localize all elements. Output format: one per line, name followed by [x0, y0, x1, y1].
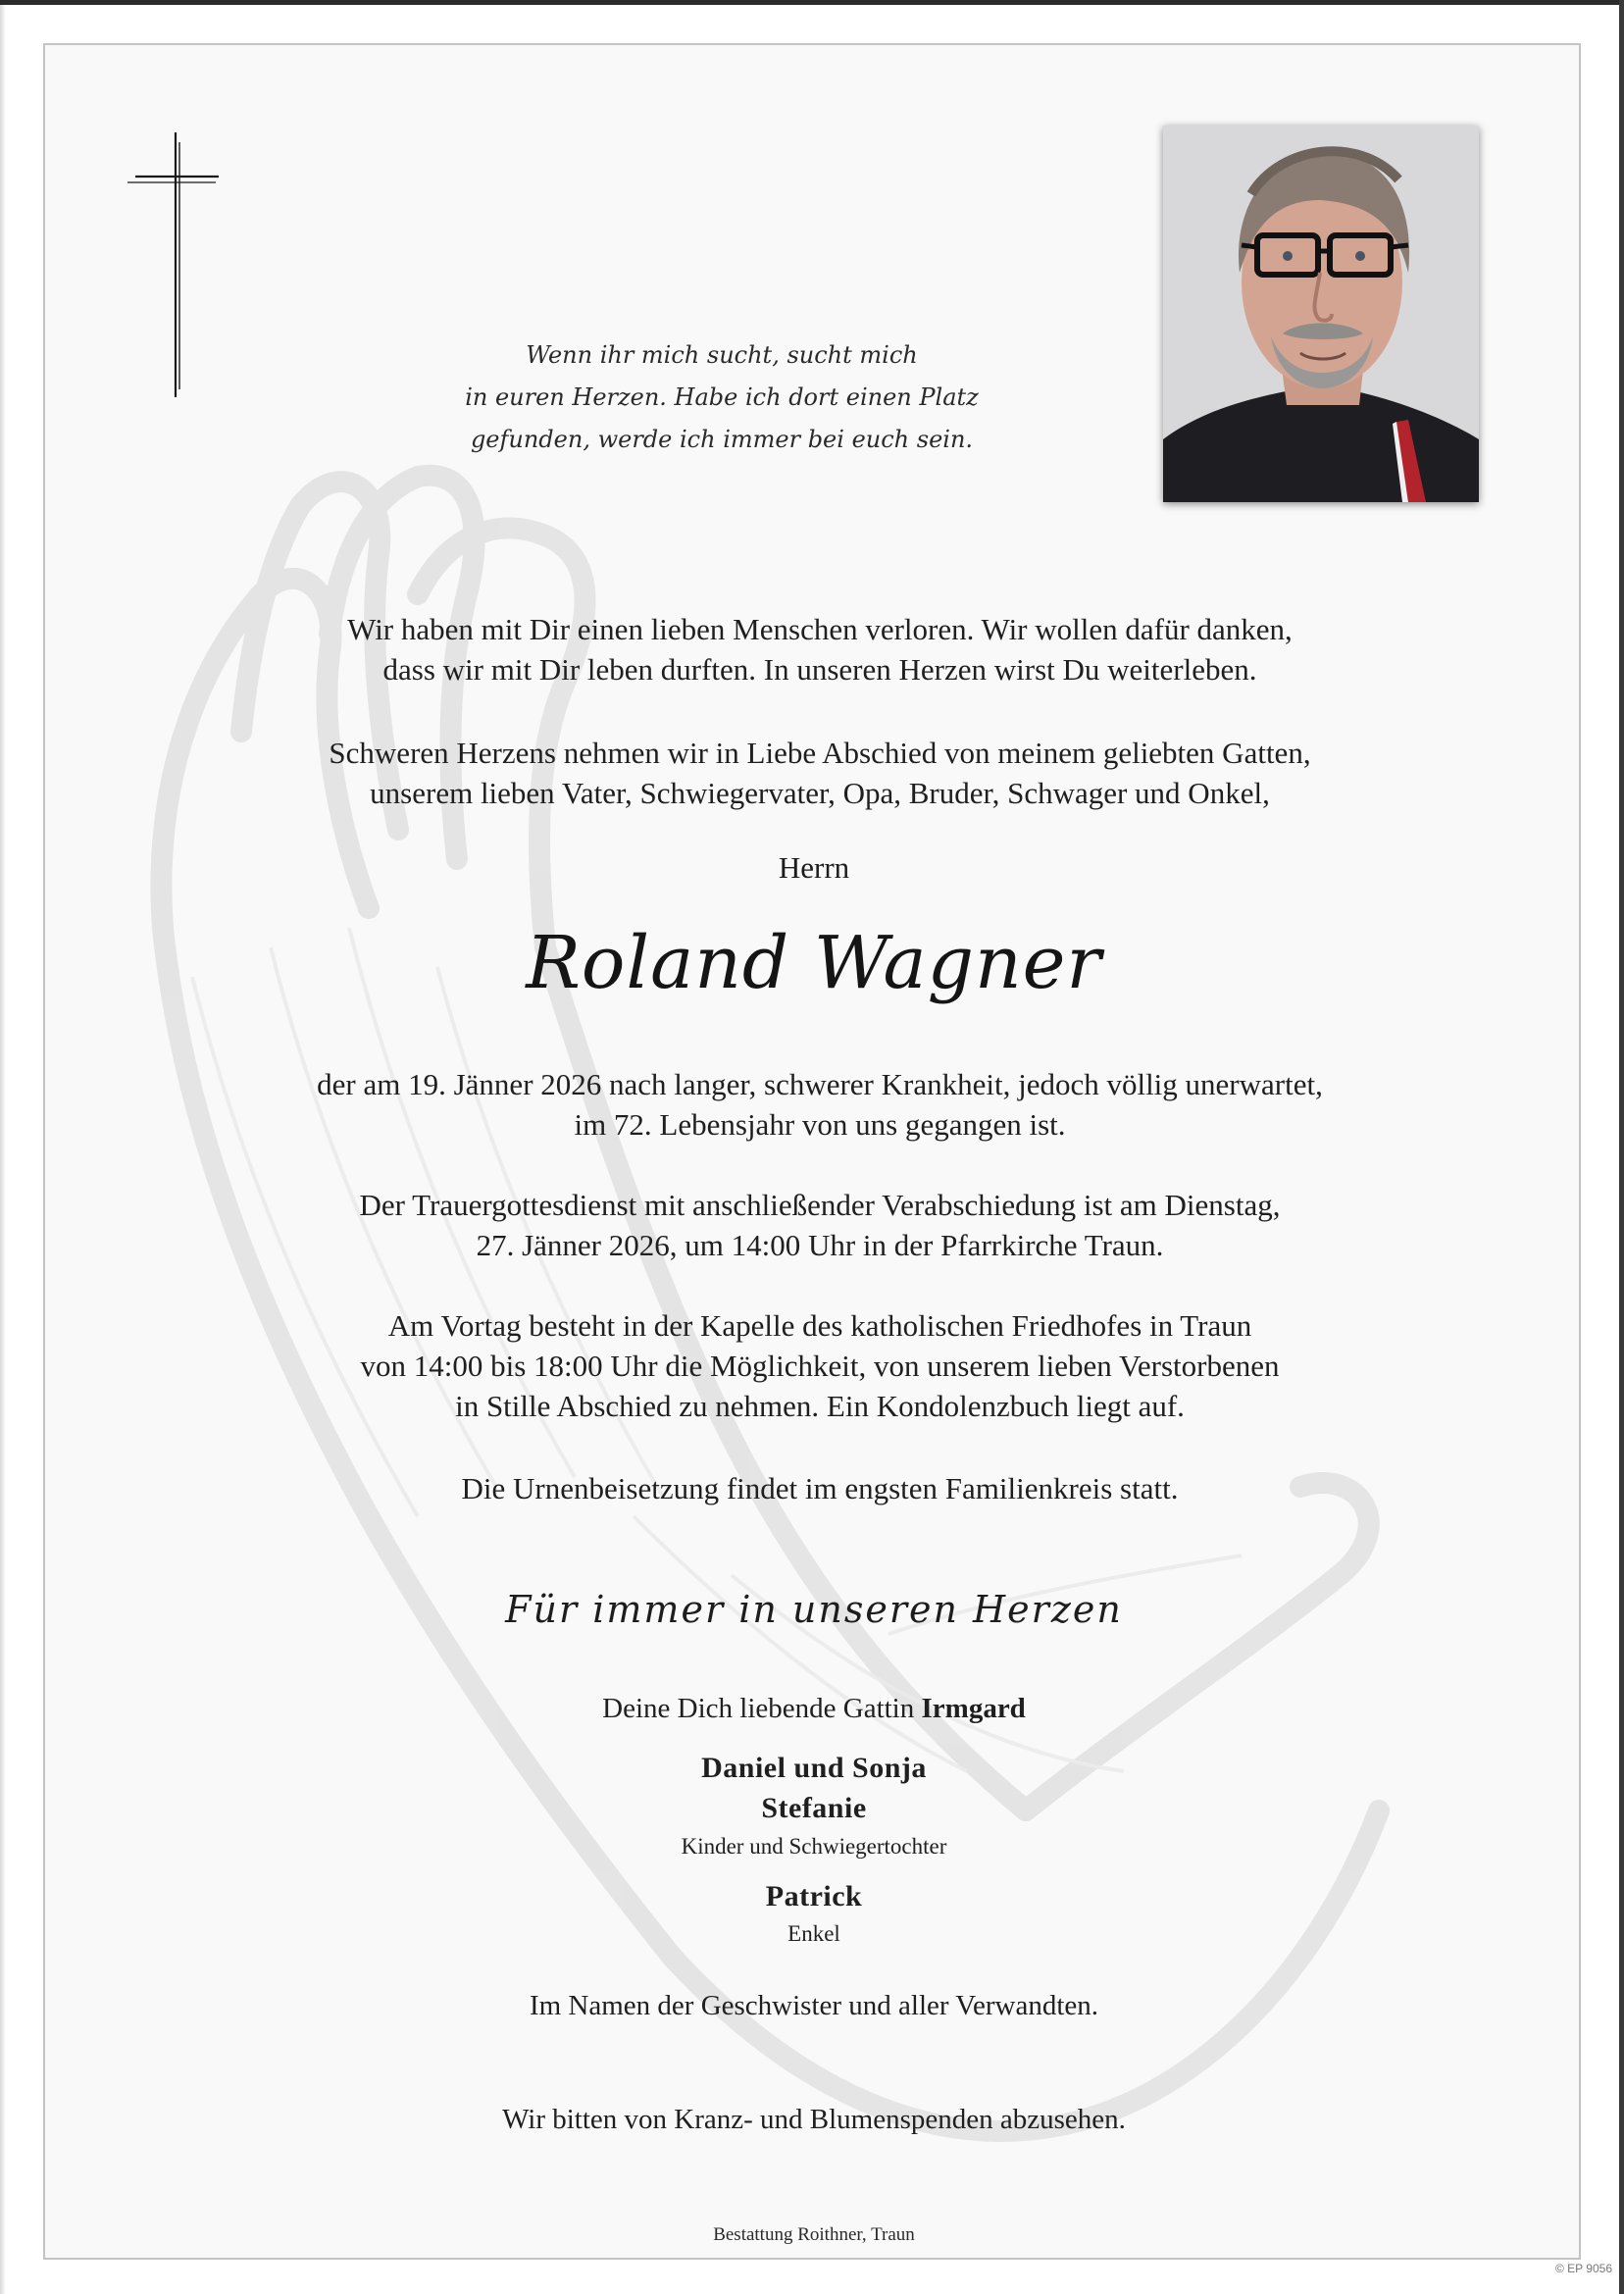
service-paragraph [45, 1185, 1581, 1265]
intro-line: Wir haben mit Dir einen lieben Menschen verloren. Wir wollen dafür danken, [347, 612, 1293, 646]
grandchild-label: Enkel [787, 1921, 840, 1946]
grandchild-name: Patrick [765, 1880, 863, 1912]
salutation: Herrn [778, 850, 850, 885]
scan-left-shadow [0, 5, 6, 2294]
service-line: Der Trauergottesdienst mit anschließender Verabschiedung ist am Dienstag, [359, 1188, 1281, 1222]
viewing-paragraph [45, 1305, 1581, 1426]
scan-top-edge [0, 0, 1624, 5]
wife-prefix: Deine Dich liebende Gattin [602, 1693, 915, 1724]
memorial-quote [418, 334, 1026, 461]
wife-name: Irmgard [921, 1693, 1026, 1724]
farewell-paragraph [45, 733, 1581, 813]
children-line-2: Stefanie [761, 1792, 867, 1824]
wife-line [45, 1693, 1581, 1725]
intro-line: dass wir mit Dir leben durften. In unseren Herzen wirst Du weiterleben. [382, 652, 1257, 687]
relatives-line: Im Namen der Geschwister und aller Verwandten. [529, 1990, 1099, 2021]
service-line: 27. Jänner 2026, um 14:00 Uhr in der Pfarrkirche Traun. [476, 1228, 1164, 1262]
farewell-line: Schweren Herzens nehmen wir in Liebe Abschied von meinem geliebten Gatten, [329, 736, 1311, 770]
children-line-1: Daniel und Sonja [701, 1752, 927, 1784]
viewing-line: in Stille Abschied zu nehmen. Ein Kondolenzbuch liegt auf. [455, 1389, 1185, 1423]
memorial-motto: Für immer in unseren Herzen [505, 1588, 1123, 1631]
quote-line: in euren Herzen. Habe ich dort einen Platz [465, 383, 979, 411]
donation-request: Wir bitten von Kranz- und Blumenspenden abzusehen. [502, 2104, 1126, 2135]
death-paragraph [45, 1064, 1581, 1145]
farewell-line: unserem lieben Vater, Schwiegervater, Opa, Bruder, Schwager und Onkel, [370, 776, 1270, 810]
obituary-card [43, 43, 1581, 2260]
burial-paragraph [45, 1468, 1581, 1508]
children-label: Kinder und Schwiegertochter [681, 1834, 947, 1859]
death-line: der am 19. Jänner 2026 nach langer, schwerer Krankheit, jedoch völlig unerwartet, [317, 1067, 1323, 1101]
quote-line: Wenn ihr mich sucht, sucht mich [526, 341, 918, 369]
burial-line: Die Urnenbeisetzung findet im engsten Familienkreis statt. [461, 1471, 1179, 1505]
viewing-line: Am Vortag besteht in der Kapelle des katholischen Friedhofes in Traun [387, 1308, 1252, 1343]
funeral-home: Bestattung Roithner, Traun [713, 2224, 915, 2245]
viewing-line: von 14:00 bis 18:00 Uhr die Möglichkeit, von unserem lieben Verstorbenen [360, 1349, 1280, 1383]
print-code: © EP 9056 [1555, 2262, 1612, 2275]
quote-line: gefunden, werde ich immer bei euch sein. [470, 426, 974, 453]
intro-paragraph [45, 609, 1581, 689]
death-line: im 72. Lebensjahr von uns gegangen ist. [574, 1107, 1066, 1142]
scan-right-edge [1619, 0, 1624, 2294]
deceased-name: Roland Wagner [526, 921, 1102, 1005]
